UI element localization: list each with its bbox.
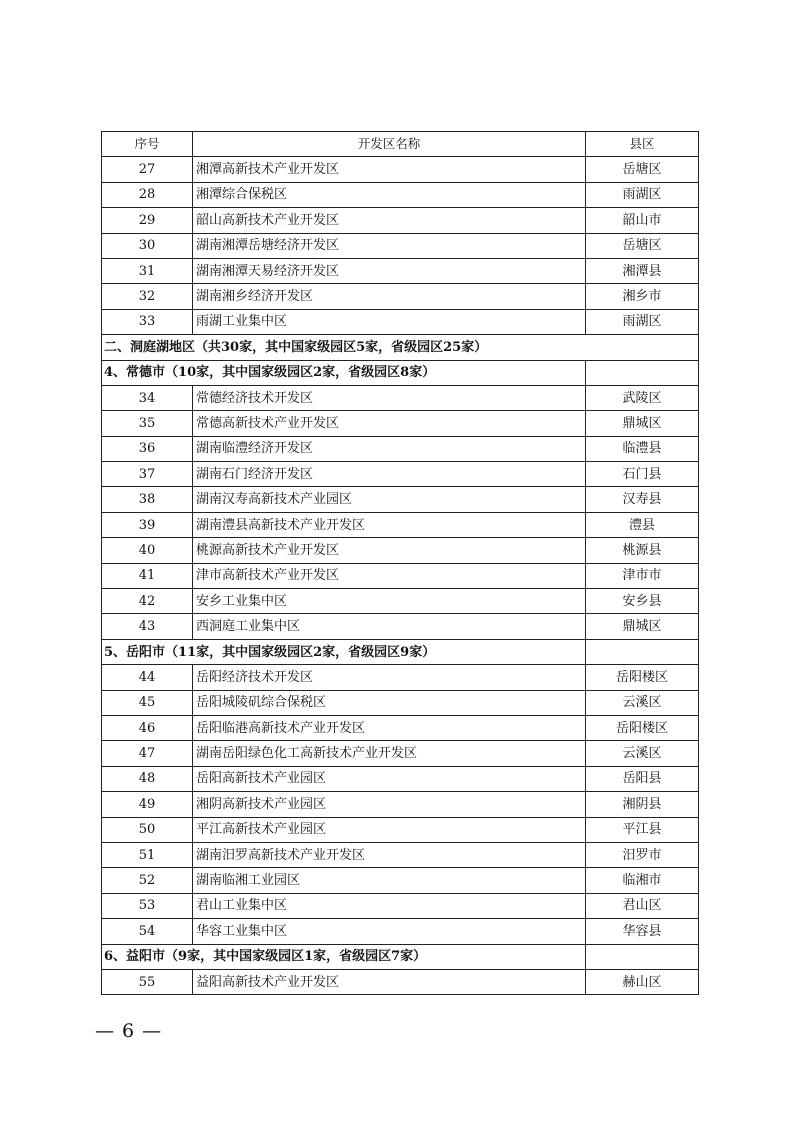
serial-number-cell: 38 [102, 487, 193, 512]
serial-number-cell: 42 [102, 589, 193, 614]
county-cell: 云溪区 [586, 690, 699, 715]
county-cell: 安乡县 [586, 589, 699, 614]
zone-name-cell: 湘潭高新技术产业开发区 [193, 157, 586, 182]
zone-name-cell: 湖南石门经济开发区 [193, 462, 586, 487]
zone-name-cell: 桃源高新技术产业开发区 [193, 538, 586, 563]
zone-name-cell: 湖南湘潭天易经济开发区 [193, 258, 586, 283]
serial-number-cell: 32 [102, 284, 193, 309]
table-row [102, 309, 699, 334]
zone-name-cell: 华容工业集中区 [193, 919, 586, 944]
city-heading-row [102, 360, 699, 385]
county-cell: 鼎城区 [586, 411, 699, 436]
county-cell: 石门县 [586, 462, 699, 487]
table-row [102, 589, 699, 614]
serial-number-cell: 35 [102, 411, 193, 436]
serial-number-cell: 48 [102, 766, 193, 791]
region-heading-row [102, 335, 699, 360]
header-serial-number: 序号 [102, 132, 193, 157]
serial-number-cell: 45 [102, 690, 193, 715]
table-row [102, 563, 699, 588]
city-heading-row [102, 944, 699, 969]
county-cell: 韶山市 [586, 208, 699, 233]
zone-name-cell: 津市高新技术产业开发区 [193, 563, 586, 588]
serial-number-cell: 52 [102, 868, 193, 893]
county-cell: 临湘市 [586, 868, 699, 893]
development-zone-table [101, 131, 699, 995]
zone-name-cell: 湘潭综合保税区 [193, 182, 586, 207]
county-cell: 岳阳县 [586, 766, 699, 791]
county-cell: 岳塘区 [586, 233, 699, 258]
table-row [102, 690, 699, 715]
zone-name-cell: 湘阴高新技术产业园区 [193, 792, 586, 817]
zone-name-cell: 安乡工业集中区 [193, 589, 586, 614]
serial-number-cell: 34 [102, 385, 193, 410]
table-row [102, 436, 699, 461]
table-row [102, 462, 699, 487]
serial-number-cell: 55 [102, 969, 193, 994]
serial-number-cell: 40 [102, 538, 193, 563]
city-heading: 6、益阳市（9家，其中国家级园区1家，省级园区7家） [102, 944, 586, 969]
zone-name-cell: 湖南湘乡经济开发区 [193, 284, 586, 309]
county-cell: 君山区 [586, 893, 699, 918]
zone-name-cell: 常德高新技术产业开发区 [193, 411, 586, 436]
serial-number-cell: 39 [102, 512, 193, 537]
zone-name-cell: 岳阳高新技术产业园区 [193, 766, 586, 791]
county-cell: 临澧县 [586, 436, 699, 461]
page-number: — 6 — [95, 1020, 163, 1042]
county-cell: 云溪区 [586, 741, 699, 766]
serial-number-cell: 54 [102, 919, 193, 944]
county-cell: 湘乡市 [586, 284, 699, 309]
table-row [102, 512, 699, 537]
zone-name-cell: 湖南汉寿高新技术产业园区 [193, 487, 586, 512]
table-row [102, 868, 699, 893]
serial-number-cell: 53 [102, 893, 193, 918]
zone-name-cell: 平江高新技术产业园区 [193, 817, 586, 842]
table-row [102, 157, 699, 182]
region-heading: 二、洞庭湖地区（共30家，其中国家级园区5家，省级园区25家） [102, 335, 699, 360]
county-cell: 武陵区 [586, 385, 699, 410]
table-row [102, 715, 699, 740]
empty-cell [586, 360, 699, 385]
table-row [102, 385, 699, 410]
county-cell: 湘潭县 [586, 258, 699, 283]
table-row [102, 233, 699, 258]
zone-name-cell: 岳阳临港高新技术产业开发区 [193, 715, 586, 740]
table-row [102, 893, 699, 918]
serial-number-cell: 29 [102, 208, 193, 233]
zone-name-cell: 湖南临澧经济开发区 [193, 436, 586, 461]
county-cell: 岳阳楼区 [586, 665, 699, 690]
zone-name-cell: 常德经济技术开发区 [193, 385, 586, 410]
table-row [102, 487, 699, 512]
zone-name-cell: 湖南湘潭岳塘经济开发区 [193, 233, 586, 258]
zone-name-cell: 君山工业集中区 [193, 893, 586, 918]
header-zone-name: 开发区名称 [193, 132, 586, 157]
table-row [102, 208, 699, 233]
serial-number-cell: 28 [102, 182, 193, 207]
city-heading-row [102, 639, 699, 664]
county-cell: 华容县 [586, 919, 699, 944]
county-cell: 雨湖区 [586, 182, 699, 207]
zone-name-cell: 西洞庭工业集中区 [193, 614, 586, 639]
county-cell: 湘阴县 [586, 792, 699, 817]
zone-name-cell: 岳阳经济技术开发区 [193, 665, 586, 690]
table-row [102, 792, 699, 817]
serial-number-cell: 47 [102, 741, 193, 766]
table-row [102, 258, 699, 283]
serial-number-cell: 50 [102, 817, 193, 842]
serial-number-cell: 43 [102, 614, 193, 639]
serial-number-cell: 46 [102, 715, 193, 740]
zone-name-cell: 岳阳城陵矶综合保税区 [193, 690, 586, 715]
zone-name-cell: 益阳高新技术产业开发区 [193, 969, 586, 994]
county-cell: 津市市 [586, 563, 699, 588]
county-cell: 岳阳楼区 [586, 715, 699, 740]
city-heading: 5、岳阳市（11家，其中国家级园区2家，省级园区9家） [102, 639, 586, 664]
county-cell: 雨湖区 [586, 309, 699, 334]
table-row [102, 284, 699, 309]
table-header-row [102, 132, 699, 157]
zone-name-cell: 湖南汨罗高新技术产业开发区 [193, 842, 586, 867]
county-cell: 汨罗市 [586, 842, 699, 867]
serial-number-cell: 41 [102, 563, 193, 588]
zone-name-cell: 雨湖工业集中区 [193, 309, 586, 334]
table-row [102, 741, 699, 766]
serial-number-cell: 37 [102, 462, 193, 487]
county-cell: 澧县 [586, 512, 699, 537]
table-row [102, 817, 699, 842]
serial-number-cell: 31 [102, 258, 193, 283]
county-cell: 汉寿县 [586, 487, 699, 512]
county-cell: 桃源县 [586, 538, 699, 563]
table-row [102, 182, 699, 207]
table-row [102, 969, 699, 994]
county-cell: 鼎城区 [586, 614, 699, 639]
table-row [102, 766, 699, 791]
serial-number-cell: 49 [102, 792, 193, 817]
serial-number-cell: 44 [102, 665, 193, 690]
table-row [102, 411, 699, 436]
zone-name-cell: 湖南澧县高新技术产业开发区 [193, 512, 586, 537]
table-row [102, 665, 699, 690]
table-row [102, 919, 699, 944]
table-row [102, 614, 699, 639]
serial-number-cell: 27 [102, 157, 193, 182]
county-cell: 赫山区 [586, 969, 699, 994]
header-county: 县区 [586, 132, 699, 157]
serial-number-cell: 30 [102, 233, 193, 258]
serial-number-cell: 36 [102, 436, 193, 461]
zone-name-cell: 湖南岳阳绿色化工高新技术产业开发区 [193, 741, 586, 766]
county-cell: 平江县 [586, 817, 699, 842]
empty-cell [586, 944, 699, 969]
table-row [102, 842, 699, 867]
table-row [102, 538, 699, 563]
empty-cell [586, 639, 699, 664]
zone-name-cell: 韶山高新技术产业开发区 [193, 208, 586, 233]
serial-number-cell: 33 [102, 309, 193, 334]
zone-name-cell: 湖南临湘工业园区 [193, 868, 586, 893]
county-cell: 岳塘区 [586, 157, 699, 182]
city-heading: 4、常德市（10家，其中国家级园区2家，省级园区8家） [102, 360, 586, 385]
serial-number-cell: 51 [102, 842, 193, 867]
